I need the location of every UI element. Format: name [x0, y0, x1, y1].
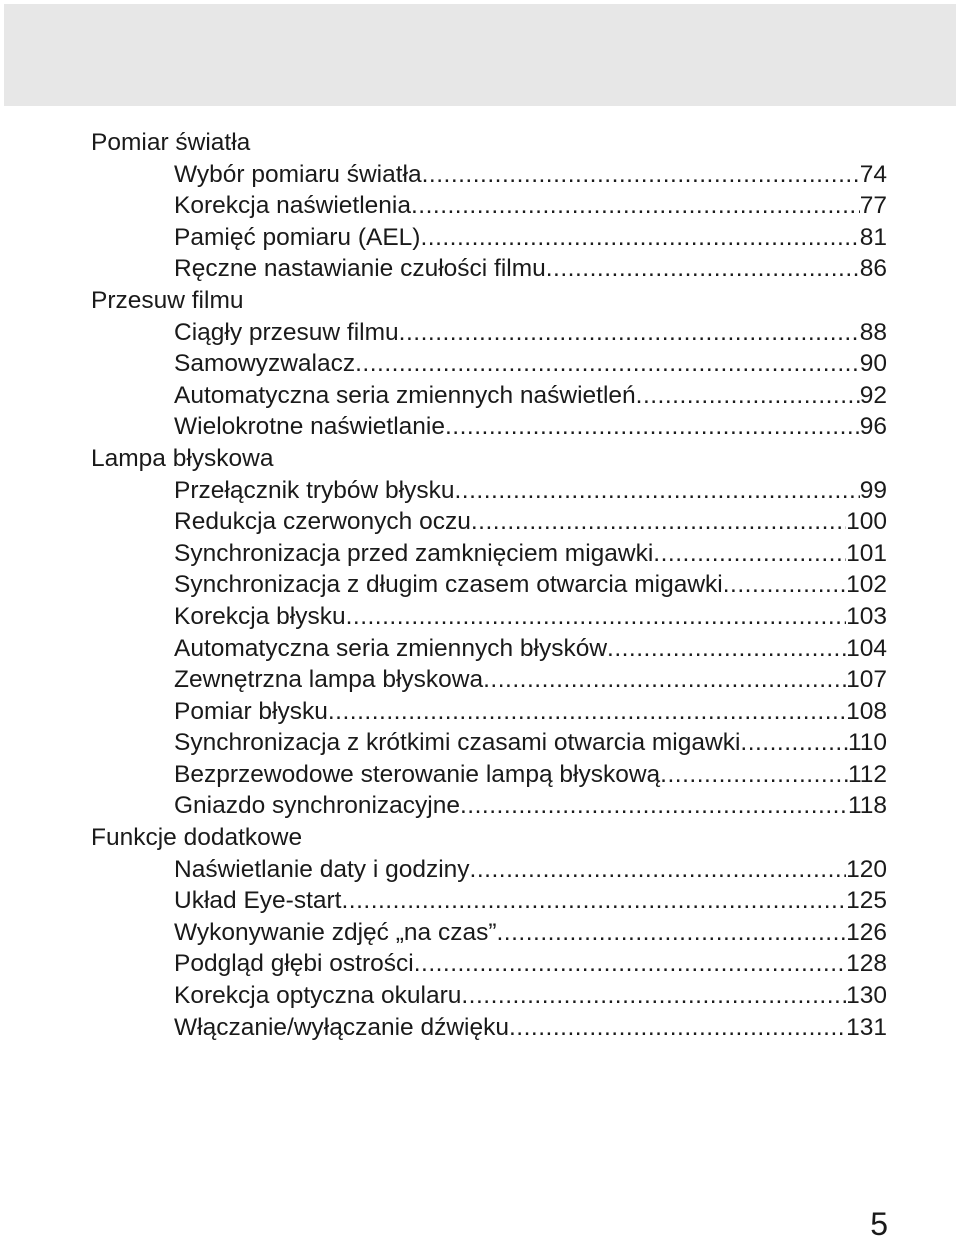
toc-section-heading: Lampa błyskowa — [91, 444, 274, 472]
toc-entry-title: Korekcja optyczna okularu — [174, 982, 462, 1010]
dot-leader — [420, 222, 859, 254]
toc-entry-page: 103 — [846, 602, 887, 630]
toc-entry-page: 120 — [846, 855, 887, 883]
toc-entry-title: Zewnętrzna lampa błyskowa — [174, 666, 484, 694]
toc-entry-page: 130 — [846, 982, 887, 1010]
toc-entry — [91, 506, 887, 538]
toc-entry — [91, 411, 887, 443]
toc-entry — [91, 854, 887, 886]
toc-entry-title: Korekcja błysku — [174, 602, 346, 630]
toc-entry-page: 88 — [859, 318, 887, 346]
toc-entry-title: Synchronizacja z krótkimi czasami otwarcia migawki — [174, 729, 741, 757]
toc-entry-page: 112 — [847, 760, 887, 788]
dot-leader — [461, 980, 846, 1012]
dot-leader — [636, 380, 860, 412]
toc-entry-title: Naświetlanie daty i godziny — [174, 855, 470, 883]
toc-entry-page: 100 — [846, 508, 887, 536]
toc-entry — [91, 917, 887, 949]
dot-leader — [346, 601, 847, 633]
dot-leader — [740, 727, 848, 759]
dot-leader — [454, 475, 859, 507]
toc-entry — [91, 790, 887, 822]
toc-entry — [91, 633, 887, 665]
toc-entry-page: 110 — [847, 729, 887, 757]
toc-entry — [91, 696, 887, 728]
toc-entry — [91, 348, 887, 380]
toc-entry — [91, 475, 887, 507]
toc-entry-title: Wybór pomiaru światła — [174, 160, 422, 188]
toc-entry-title: Układ Eye-start — [174, 887, 342, 915]
toc-entry — [91, 380, 887, 412]
toc-entry-title: Włączanie/wyłączanie dźwięku — [174, 1013, 509, 1041]
toc-entry-title: Wykonywanie zdjęć „na czas” — [174, 918, 497, 946]
toc-entry-title: Automatyczna seria zmiennych naświetleń — [174, 381, 636, 409]
toc-section-heading: Funkcje dodatkowe — [91, 824, 303, 852]
toc-entry-page: 96 — [859, 413, 887, 441]
toc-entry — [91, 569, 887, 601]
toc-entry — [91, 885, 887, 917]
toc-entry — [91, 159, 887, 191]
toc-entry-title: Synchronizacja przed zamknięciem migawki — [174, 539, 654, 567]
toc-entry-title: Redukcja czerwonych oczu — [174, 508, 471, 536]
toc-entry — [91, 190, 887, 222]
toc-entry-page: 108 — [846, 697, 887, 725]
toc-entry-title: Ręczne nastawianie czułości filmu — [174, 255, 546, 283]
toc-entry-page: 77 — [859, 192, 887, 220]
toc-entry — [91, 1012, 887, 1044]
toc-entry — [91, 727, 887, 759]
toc-entry — [91, 759, 887, 791]
dot-leader — [496, 917, 846, 949]
dot-leader — [546, 253, 860, 285]
toc-entry — [91, 980, 887, 1012]
toc-entry-page: 126 — [846, 918, 887, 946]
toc-entry-page: 104 — [846, 634, 887, 662]
toc-entry-page: 92 — [859, 381, 887, 409]
toc-entry — [91, 538, 887, 570]
toc-entry-page: 86 — [859, 255, 887, 283]
toc-entry-page: 90 — [859, 350, 887, 378]
dot-leader — [445, 411, 860, 443]
dot-leader — [411, 190, 860, 222]
toc-entry-title: Przełącznik trybów błysku — [174, 476, 455, 504]
toc-entry-title: Pamięć pomiaru (AEL) — [174, 223, 421, 251]
dot-leader — [660, 759, 848, 791]
dot-leader — [471, 506, 846, 538]
toc-entry-page: 131 — [846, 1013, 887, 1041]
toc-entry-page: 128 — [846, 950, 887, 978]
toc-entry — [91, 601, 887, 633]
dot-leader — [723, 569, 846, 601]
dot-leader — [470, 854, 847, 886]
toc-entry-title: Podgląd głębi ostrości — [174, 950, 414, 978]
toc-entry-page: 118 — [847, 792, 887, 820]
dot-leader — [509, 1012, 846, 1044]
toc-entry-title: Gniazdo synchronizacyjne — [174, 792, 460, 820]
toc-entry — [91, 317, 887, 349]
toc-entry-page: 99 — [859, 476, 887, 504]
toc-entry-title: Synchronizacja z długim czasem otwarcia migawki — [174, 571, 723, 599]
dot-leader — [414, 948, 846, 980]
toc-entry — [91, 222, 887, 254]
dot-leader — [399, 317, 860, 349]
dot-leader — [460, 790, 848, 822]
toc-entry-title: Bezprzewodowe sterowanie lampą błyskową — [174, 760, 661, 788]
toc-entry-title: Korekcja naświetlenia — [174, 192, 411, 220]
page-number: 5 — [870, 1206, 888, 1242]
dot-leader — [653, 538, 846, 570]
dot-leader — [355, 348, 860, 380]
toc-entry-page: 101 — [846, 539, 887, 567]
dot-leader — [328, 696, 846, 728]
toc-section-heading: Przesuw filmu — [91, 286, 244, 314]
toc-entry-page: 81 — [859, 223, 887, 251]
dot-leader — [607, 633, 846, 665]
toc-entry-page: 102 — [846, 571, 887, 599]
toc-section-heading: Pomiar światła — [91, 129, 251, 156]
toc-entry — [91, 948, 887, 980]
toc-entry-title: Ciągły przesuw filmu — [174, 318, 399, 346]
toc-entry-title: Wielokrotne naświetlanie — [174, 413, 445, 441]
dot-leader — [483, 664, 846, 696]
header-band — [4, 4, 956, 106]
toc-entry — [91, 253, 887, 285]
toc-entry — [91, 664, 887, 696]
toc-entry-title: Pomiar błysku — [174, 697, 328, 725]
dot-leader — [341, 885, 846, 917]
toc-entry-title: Samowyzwalacz — [174, 350, 356, 378]
toc-entry-page: 125 — [846, 887, 887, 915]
toc-entry-page: 107 — [846, 666, 887, 694]
dot-leader — [422, 159, 860, 191]
toc-entry-title: Automatyczna seria zmiennych błysków — [174, 634, 608, 662]
toc-entry-page: 74 — [859, 160, 887, 188]
table-of-contents — [91, 127, 887, 1043]
